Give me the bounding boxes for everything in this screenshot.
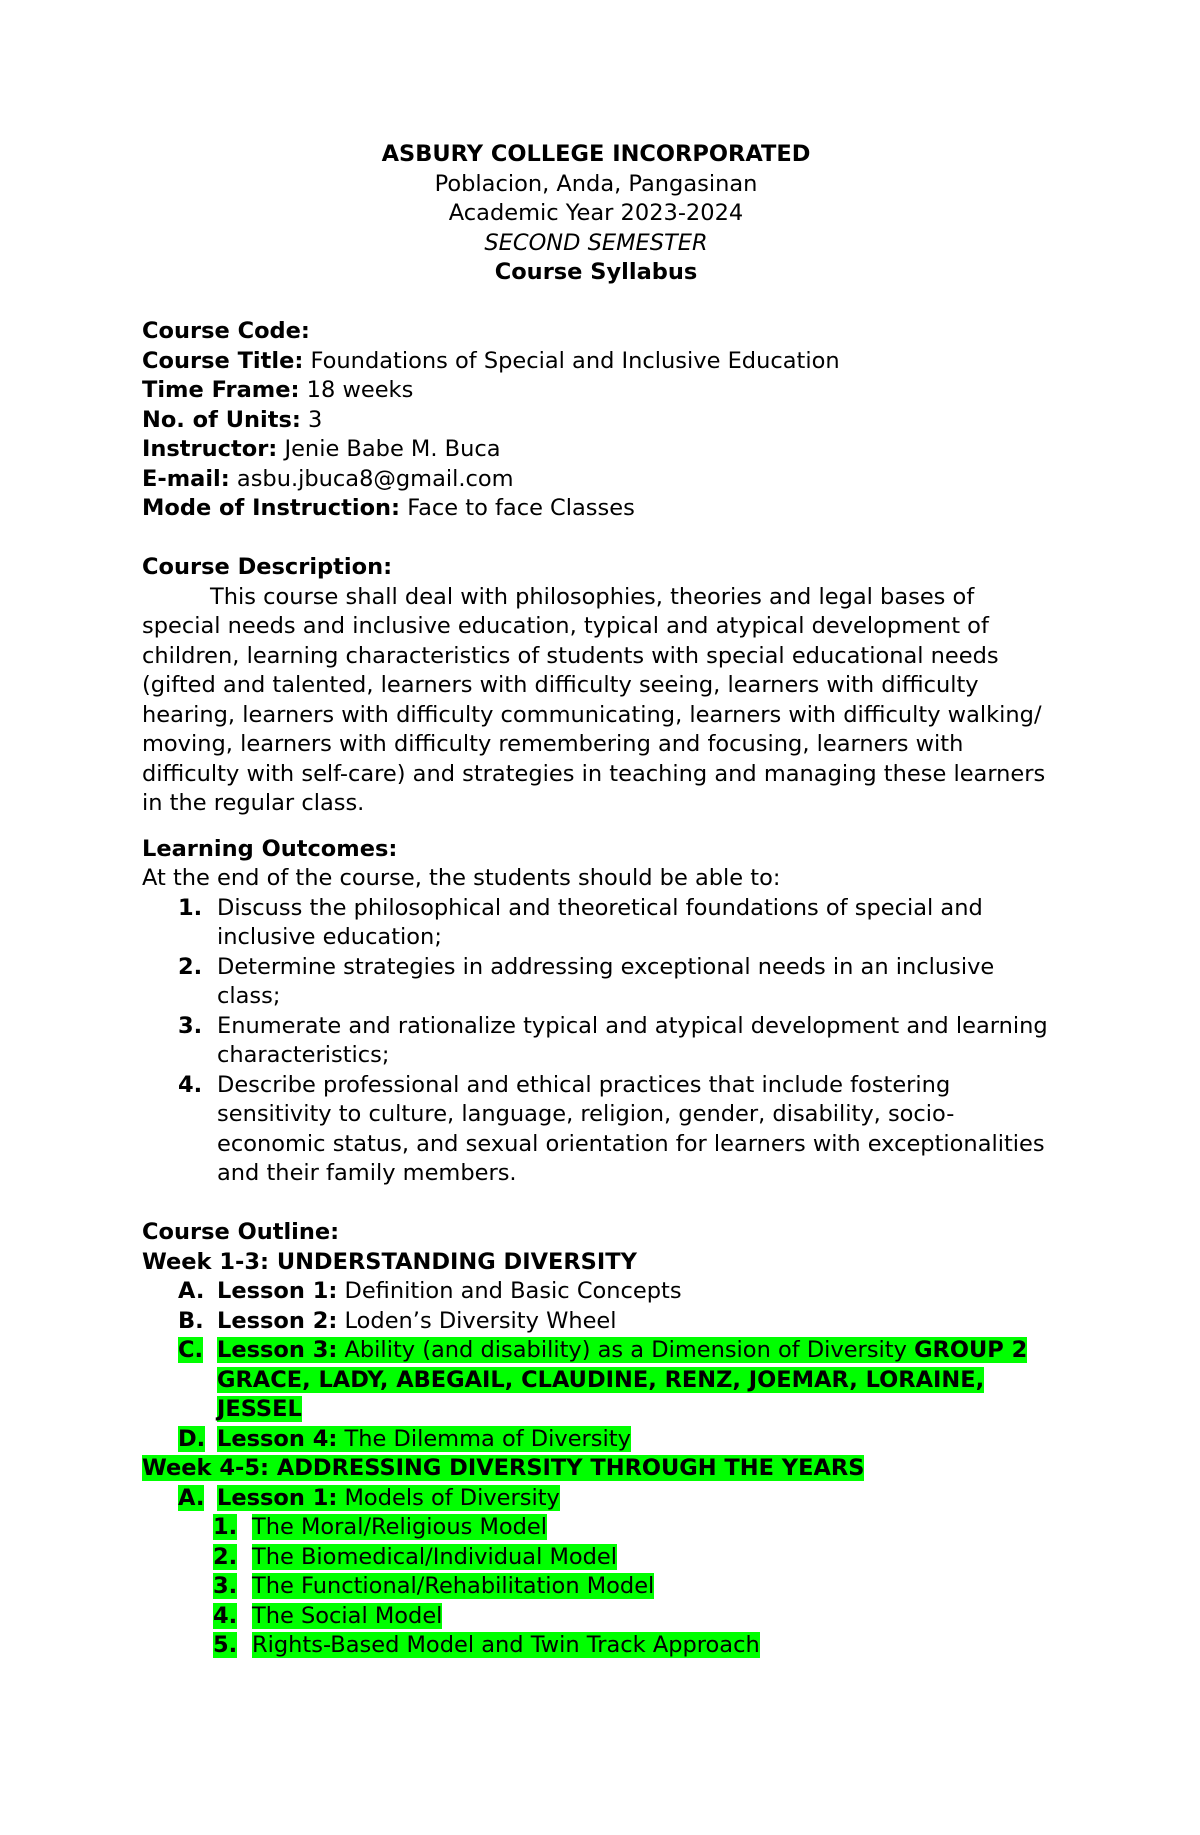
lesson-label: Lesson 2: bbox=[217, 1307, 338, 1334]
units-value: 3 bbox=[300, 406, 323, 433]
week-4-5-heading: Week 4-5: ADDRESSING DIVERSITY THROUGH THE YEARS bbox=[142, 1455, 865, 1481]
school-name: ASBURY COLLEGE INCORPORATED bbox=[381, 141, 811, 167]
lesson-item bbox=[142, 1277, 1050, 1307]
lesson-label: Lesson 4: bbox=[217, 1425, 338, 1452]
document-header bbox=[142, 140, 1050, 288]
outcome-item bbox=[142, 1012, 1050, 1071]
outcomes-heading: Learning Outcomes: bbox=[142, 835, 398, 862]
time-frame-label: Time Frame: bbox=[142, 377, 300, 403]
email-label: E-mail: bbox=[142, 465, 230, 492]
week-1-3-heading: Week 1-3: UNDERSTANDING DIVERSITY bbox=[142, 1248, 637, 1275]
course-title-value: Foundations of Special and Inclusive Education bbox=[303, 347, 840, 374]
instructor-label: Instructor: bbox=[142, 436, 278, 462]
course-info bbox=[142, 317, 1050, 524]
outcomes-intro: At the end of the course, the students should be able to: bbox=[142, 865, 781, 891]
course-description bbox=[142, 553, 1050, 819]
group-assignment: GROUP 2 GRACE, LADY, ABEGAIL, CLAUDINE, RENZ, JOEMAR, LORAINE, JESSEL bbox=[217, 1337, 1028, 1422]
course-code-row bbox=[142, 317, 1050, 347]
model-number: 1. bbox=[213, 1514, 238, 1540]
learning-outcomes bbox=[142, 835, 1050, 1189]
instructor-value: Jenie Babe M. Buca bbox=[277, 436, 501, 462]
lesson-item-highlighted bbox=[142, 1425, 1050, 1455]
model-title: The Moral/Religious Model bbox=[252, 1514, 548, 1540]
model-item bbox=[142, 1513, 1050, 1543]
lesson-title: The Dilemma of Diversity bbox=[337, 1425, 631, 1452]
time-frame-value: 18 weeks bbox=[299, 377, 414, 403]
model-title: The Functional/Rehabilitation Model bbox=[252, 1573, 655, 1599]
lesson-title: Definition and Basic Concepts bbox=[337, 1278, 682, 1304]
lesson-letter: A. bbox=[178, 1278, 205, 1304]
outcome-text: Discuss the philosophical and theoretical foundations of special and inclusive education; bbox=[217, 894, 983, 950]
lesson-letter: A. bbox=[178, 1484, 205, 1511]
model-number: 2. bbox=[213, 1543, 238, 1570]
lesson-label: Lesson 1: bbox=[217, 1278, 338, 1304]
course-title-row bbox=[142, 347, 1050, 377]
lesson-letter: B. bbox=[178, 1307, 204, 1334]
model-number: 4. bbox=[213, 1602, 238, 1629]
model-title: The Biomedical/Individual Model bbox=[252, 1543, 618, 1570]
lesson-label: Lesson 3: bbox=[217, 1337, 338, 1363]
outcome-number: 3. bbox=[178, 1012, 203, 1039]
outcome-item bbox=[142, 1071, 1050, 1189]
outcome-number: 4. bbox=[178, 1071, 203, 1098]
academic-year: Academic Year 2023-2024 bbox=[448, 200, 744, 226]
units-row bbox=[142, 406, 1050, 436]
mode-label: Mode of Instruction: bbox=[142, 495, 401, 521]
outcome-number: 2. bbox=[178, 953, 203, 980]
course-code-label: Course Code: bbox=[142, 318, 310, 344]
description-body: This course shall deal with philosophies, theories and legal bases of special needs and inclusive education, typical and atypical development of children, learning characteristics of students with special educational needs (gifted and talented, learners with difficulty seeing, learners with difficulty hearing, learners with difficulty communicating, learners with difficulty walking/ moving, learners with difficulty remembering and focusing, learners with difficulty with self-care) and strategies in teaching and managing these learners in the regular class. bbox=[142, 583, 1046, 816]
model-item bbox=[142, 1572, 1050, 1602]
school-address: Poblacion, Anda, Pangasinan bbox=[434, 170, 758, 197]
model-title: Rights-Based Model and Twin Track Approach bbox=[252, 1632, 760, 1658]
email-value: asbu.jbuca8@gmail.com bbox=[229, 465, 514, 492]
lesson-title: Models of Diversity bbox=[337, 1484, 560, 1511]
lesson-letter: D. bbox=[178, 1425, 206, 1452]
time-frame-row bbox=[142, 376, 1050, 406]
course-outline bbox=[142, 1218, 1050, 1661]
lesson-title: Loden’s Diversity Wheel bbox=[337, 1307, 617, 1334]
outline-heading: Course Outline: bbox=[142, 1219, 340, 1245]
lesson-item bbox=[142, 1307, 1050, 1337]
model-item bbox=[142, 1602, 1050, 1632]
outcome-item bbox=[142, 894, 1050, 953]
lesson-letter: C. bbox=[178, 1337, 204, 1363]
units-label: No. of Units: bbox=[142, 406, 301, 433]
description-heading: Course Description: bbox=[142, 554, 393, 580]
outcome-item bbox=[142, 953, 1050, 1012]
model-item bbox=[142, 1631, 1050, 1661]
email-row bbox=[142, 465, 1050, 495]
lesson-item-highlighted bbox=[142, 1336, 1050, 1425]
outcome-text: Describe professional and ethical practices that include fostering sensitivity to culture, language, religion, gender, disability, socio-economic status, and sexual orientation for learners with exceptionalities and their family members. bbox=[217, 1071, 1045, 1186]
mode-value: Face to face Classes bbox=[400, 495, 635, 521]
model-item bbox=[142, 1543, 1050, 1573]
course-title-label: Course Title: bbox=[142, 347, 304, 374]
model-number: 5. bbox=[213, 1632, 238, 1658]
outcome-text: Enumerate and rationalize typical and atypical development and learning characteristics; bbox=[217, 1012, 1048, 1068]
instructor-row bbox=[142, 435, 1050, 465]
semester: SECOND SEMESTER bbox=[484, 229, 708, 256]
model-title: The Social Model bbox=[252, 1602, 443, 1629]
mode-row bbox=[142, 494, 1050, 524]
outcome-number: 1. bbox=[178, 894, 203, 921]
model-number: 3. bbox=[213, 1573, 238, 1599]
lesson-item-highlighted bbox=[142, 1484, 1050, 1514]
outcome-text: Determine strategies in addressing exceptional needs in an inclusive class; bbox=[217, 953, 995, 1009]
lesson-label: Lesson 1: bbox=[217, 1484, 338, 1511]
lesson-title: Ability (and disability) as a Dimension of Diversity bbox=[337, 1337, 915, 1363]
document-title: Course Syllabus bbox=[494, 259, 698, 285]
